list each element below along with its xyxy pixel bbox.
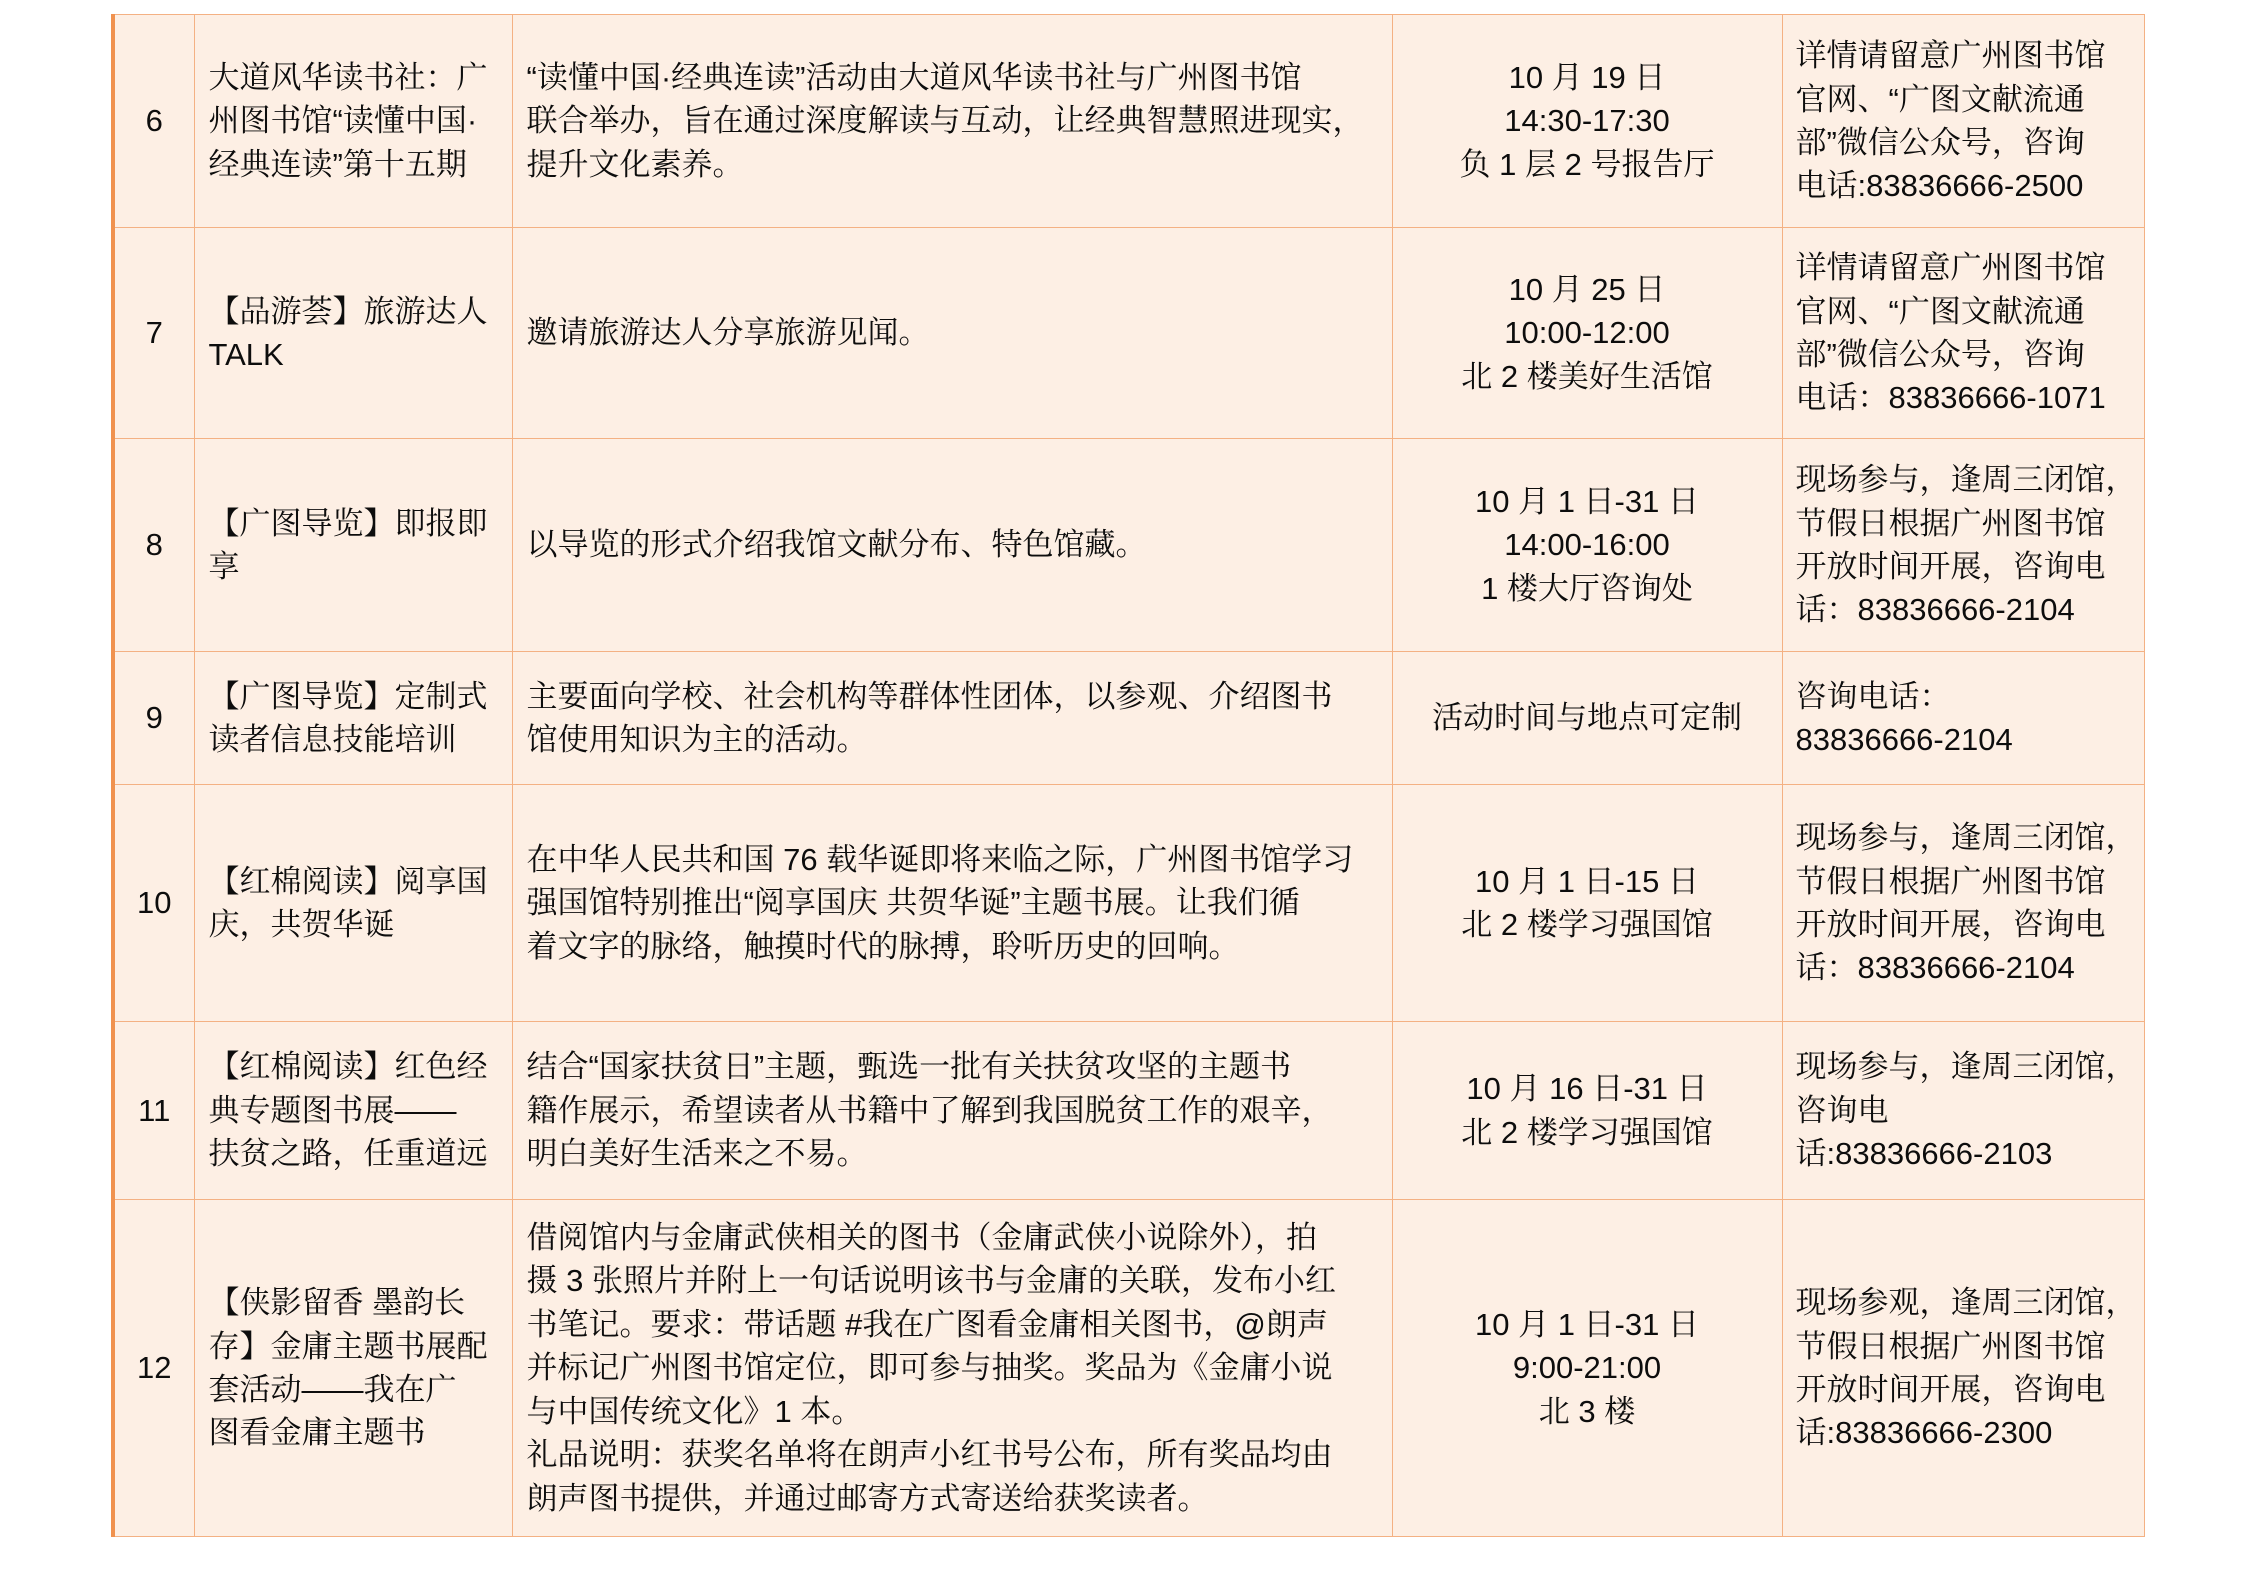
cell-description: “读懂中国·经典连读”活动由大道风华读书社与广州图书馆 联合举办，旨在通过深度解读与互动，让经典智慧照进现实， 提升文化素养。 [512, 15, 1392, 228]
cell-description: 结合“国家扶贫日”主题，甄选一批有关扶贫攻坚的主题书 籍作展示，希望读者从书籍中了解到我国脱贫工作的艰辛， 明白美好生活来之不易。 [512, 1022, 1392, 1200]
table-row [113, 785, 2144, 1022]
cell-description: 在中华人民共和国 76 载华诞即将来临之际，广州图书馆学习 强国馆特别推出“阅享国庆 共贺华诞”主题书展。让我们循 着文字的脉络，触摸时代的脉搏，聆听历史的回响。 [512, 785, 1392, 1022]
cell-time-location: 10 月 16 日-31 日 北 2 楼学习强国馆 [1392, 1022, 1782, 1200]
cell-number: 8 [113, 439, 194, 652]
cell-description: 以导览的形式介绍我馆文献分布、特色馆藏。 [512, 439, 1392, 652]
cell-description: 主要面向学校、社会机构等群体性团体，以参观、介绍图书 馆使用知识为主的活动。 [512, 652, 1392, 785]
cell-time-location: 10 月 19 日 14:30-17:30 负 1 层 2 号报告厅 [1392, 15, 1782, 228]
cell-number: 6 [113, 15, 194, 228]
cell-time-location: 10 月 1 日-31 日 9:00-21:00 北 3 楼 [1392, 1200, 1782, 1537]
cell-activity-name: 【广图导览】定制式 读者信息技能培训 [194, 652, 512, 785]
cell-contact: 咨询电话： 83836666-2104 [1782, 652, 2144, 785]
cell-activity-name: 【侠影留香 墨韵长 存】金庸主题书展配 套活动——我在广 图看金庸主题书 [194, 1200, 512, 1537]
cell-time-location: 10 月 1 日-15 日 北 2 楼学习强国馆 [1392, 785, 1782, 1022]
cell-contact: 现场参观，逢周三闭馆， 节假日根据广州图书馆 开放时间开展，咨询电 话:83836666-2300 [1782, 1200, 2144, 1537]
cell-activity-name: 【广图导览】即报即 享 [194, 439, 512, 652]
activity-table-body [113, 15, 2144, 1537]
table-row [113, 439, 2144, 652]
cell-activity-name: 【红棉阅读】阅享国 庆，共贺华诞 [194, 785, 512, 1022]
cell-contact: 详情请留意广州图书馆 官网、“广图文献流通 部”微信公众号，咨询 电话:83836666-2500 [1782, 15, 2144, 228]
cell-time-location: 10 月 25 日 10:00-12:00 北 2 楼美好生活馆 [1392, 228, 1782, 439]
cell-contact: 现场参与，逢周三闭馆， 节假日根据广州图书馆 开放时间开展，咨询电 话：83836666-2104 [1782, 439, 2144, 652]
activity-table [111, 14, 2145, 1537]
cell-contact: 现场参与，逢周三闭馆， 咨询电 话:83836666-2103 [1782, 1022, 2144, 1200]
cell-activity-name: 【品游荟】旅游达人 TALK [194, 228, 512, 439]
cell-time-location: 10 月 1 日-31 日 14:00-16:00 1 楼大厅咨询处 [1392, 439, 1782, 652]
table-row [113, 15, 2144, 228]
table-row [113, 228, 2144, 439]
cell-contact: 详情请留意广州图书馆 官网、“广图文献流通 部”微信公众号，咨询 电话：83836666-1071 [1782, 228, 2144, 439]
cell-description: 借阅馆内与金庸武侠相关的图书（金庸武侠小说除外），拍 摄 3 张照片并附上一句话说明该书与金庸的关联，发布小红 书笔记。要求：带话题 #我在广图看金庸相关图书，@朗声 并标记广州图书馆定位，即可参与抽奖。奖品为《金庸小说 与中国传统文化》1 本。 礼品说明：获奖名单将在朗声小红书号公布，所有奖品均由 朗声图书提供，并通过邮寄方式寄送给获奖读者。 [512, 1200, 1392, 1537]
cell-number: 12 [113, 1200, 194, 1537]
cell-number: 7 [113, 228, 194, 439]
table-row [113, 1022, 2144, 1200]
cell-number: 11 [113, 1022, 194, 1200]
cell-activity-name: 大道风华读书社：广 州图书馆“读懂中国· 经典连读”第十五期 [194, 15, 512, 228]
cell-number: 9 [113, 652, 194, 785]
cell-contact: 现场参与，逢周三闭馆， 节假日根据广州图书馆 开放时间开展，咨询电 话：83836666-2104 [1782, 785, 2144, 1022]
cell-description: 邀请旅游达人分享旅游见闻。 [512, 228, 1392, 439]
table-row [113, 1200, 2144, 1537]
cell-activity-name: 【红棉阅读】红色经 典专题图书展—— 扶贫之路，任重道远 [194, 1022, 512, 1200]
cell-number: 10 [113, 785, 194, 1022]
table-row [113, 652, 2144, 785]
cell-time-location: 活动时间与地点可定制 [1392, 652, 1782, 785]
